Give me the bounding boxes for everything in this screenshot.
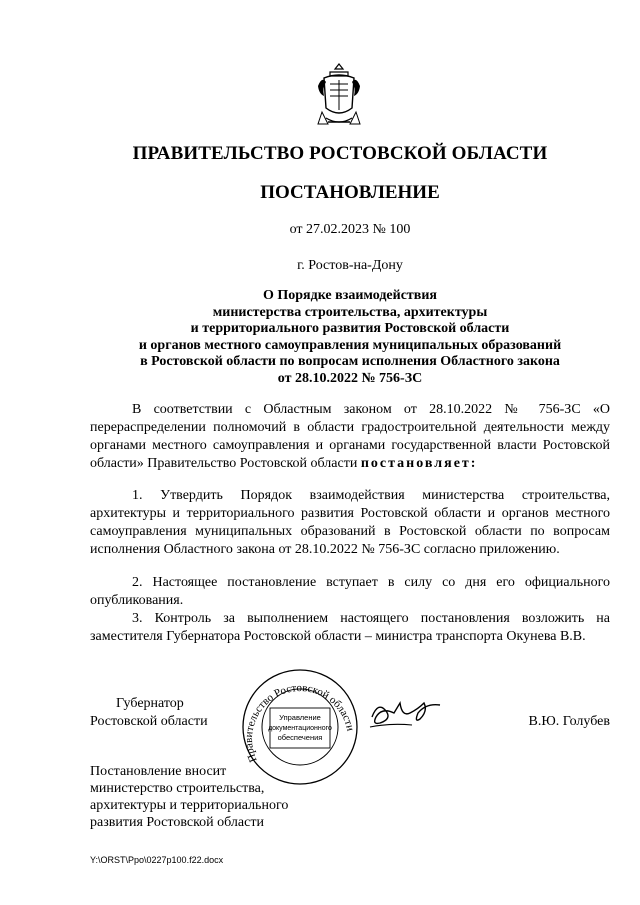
author-note-line: Постановление вносит	[90, 764, 227, 779]
preamble-paragraph	[90, 401, 610, 473]
author-note-line: министерство строительства,	[90, 781, 265, 796]
seal-center-line: Управление	[279, 713, 321, 722]
subject-line: и территориального развития Ростовской области	[190, 321, 510, 336]
handwritten-signature	[368, 697, 458, 733]
author-note	[90, 763, 288, 831]
decree-word: постановляет:	[360, 456, 478, 471]
document-date-number: от 27.02.2023 № 100	[289, 222, 411, 237]
item-1-paragraph: 1. Утвердить Порядок взаимодействия министерства строительства, архитектуры и территориального развития Ростовской области и органов местного самоуправления муниципальных образований в Ростовской области по вопросам исполнения Областного закона от 28.10.2022 № 756-ЗС согласно приложению.	[90, 488, 610, 557]
file-path: Y:\ORST\Ppo\0227p100.f22.docx	[90, 855, 224, 865]
author-note-line: архитектуры и территориального	[90, 798, 289, 813]
signatory-name: В.Ю. Голубев	[528, 714, 610, 729]
subject-line: от 28.10.2022 № 756-ЗС	[277, 370, 423, 386]
seal-ring-text: Правительство Ростовской области	[242, 682, 357, 764]
position-title: Губернатор	[116, 696, 184, 711]
subject-line: министерства строительства, архитектуры	[212, 304, 488, 320]
author-note-line: развития Ростовской области	[90, 815, 264, 830]
preamble-text: В соответствии с Областным законом от 28.10.2022 № 756-ЗС «О перераспределении полномочий в области градостроительной деятельности между органами местного самоуправления и органами государственной власти Ростовской области» Правительство Ростовской области	[90, 402, 610, 471]
subject-line: О Порядке взаимодействия	[262, 288, 437, 303]
subject-line: и органов местного самоуправления муниципальных образований	[138, 337, 562, 353]
item-3-paragraph: 3. Контроль за выполнением настоящего постановления возложить на заместителя Губернатора Ростовской области – министра транспорта Окунева В.В.	[90, 611, 610, 644]
document-subject	[0, 288, 640, 387]
document-city: г. Ростов-на-Дону	[297, 258, 403, 273]
document-type: ПОСТАНОВЛЕНИЕ	[260, 182, 440, 203]
seal-center-line: обеспечения	[277, 733, 323, 742]
organization-title: ПРАВИТЕЛЬСТВО РОСТОВСКОЙ ОБЛАСТИ	[132, 143, 548, 164]
item-2-paragraph: 2. Настоящее постановление вступает в силу со дня его официального опубликования.	[90, 575, 610, 608]
signatory-position	[90, 695, 208, 731]
subject-line: в Ростовской области по вопросам исполнения Областного закона	[140, 354, 560, 369]
position-region: Ростовской области	[90, 714, 208, 729]
coat-of-arms-icon	[316, 60, 362, 128]
seal-center-line: документационного	[268, 725, 332, 732]
